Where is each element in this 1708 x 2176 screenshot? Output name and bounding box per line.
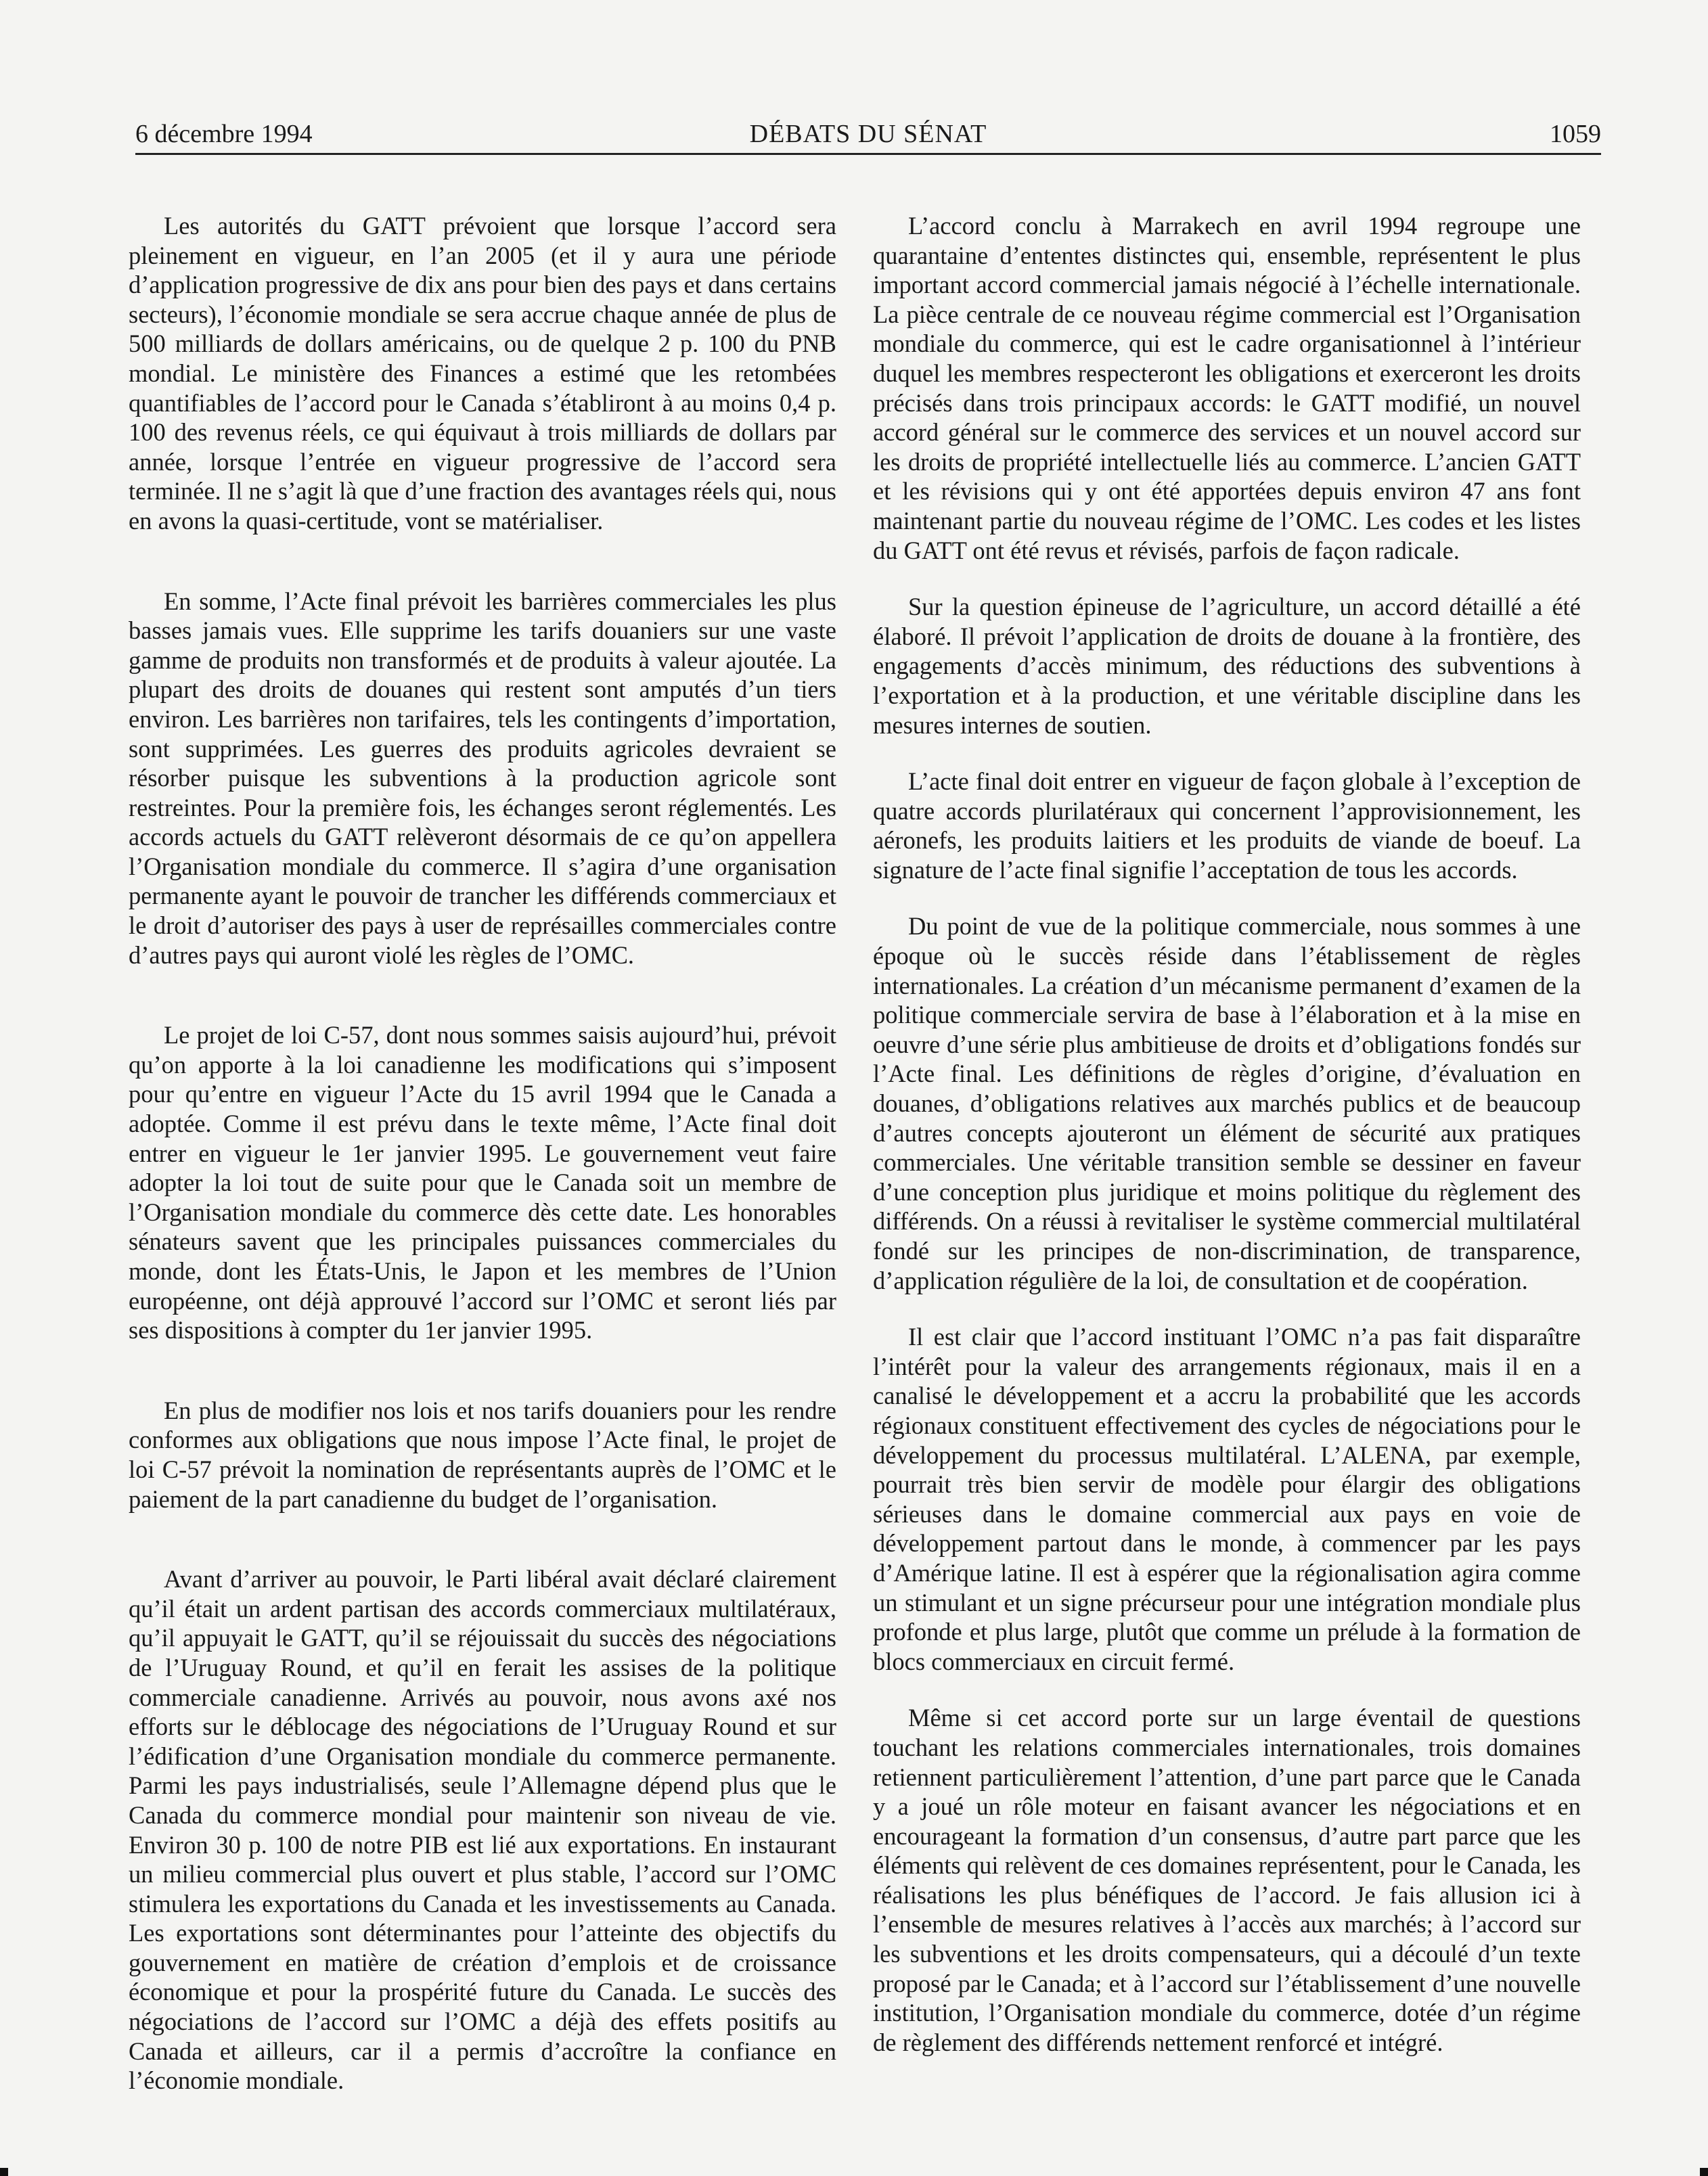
scan-marker-left [0, 2168, 8, 2176]
header-date: 6 décembre 1994 [135, 120, 313, 148]
left-column [129, 211, 836, 2095]
paragraph: Les autorités du GATT prévoient que lorsque l’accord sera pleinement en vigueur, en l’an 2005 (et il y aura une période d’application progressive de dix ans pour bien des pays et dans certains secteurs), l’économie mondiale se sera accrue chaque année de plus de 500 milliards de dollars américains, ou de quelque 2 p. 100 du PNB mondial. Le ministère des Finances a estimé que les retombées quantifiables de l’accord pour le Canada s’établiront à au moins 0,4 p. 100 des revenus réels, ce qui équivaut à trois milliards de dollars par année, lorsque l’entrée en vigueur progressive de l’accord sera terminée. Il ne s’agit là que d’une fraction des avantages réels qui, nous en avons la quasi-certitude, vont se matérialiser. [129, 212, 836, 535]
scan-marker-right [1700, 2168, 1708, 2176]
paragraph: L’acte final doit entrer en vigueur de façon globale à l’exception de quatre accords plurilatéraux qui concernent l’approvisionnement, les aéronefs, les produits laitiers et les produits de viande de boeuf. La signature de l’acte final signifie l’acceptation de tous les accords. [873, 767, 1581, 884]
paragraph: Du point de vue de la politique commerciale, nous sommes à une époque où le succès réside dans l’établissement de règles internationales. La création d’un mécanisme permanent d’examen de la politique commerciale servira de base à l’élaboration et à la mise en oeuvre d’une série plus ambitieuse de droits et d’obligations fondés sur l’Acte final. Les définitions de règles d’origine, d’évaluation en douanes, d’obligations relatives aux marchés publics et de beaucoup d’autres concepts ajouteront un élément de sécurité aux pratiques commerciales. Une véritable transition semble se dessiner en faveur d’une conception plus juridique et moins politique du règlement des différends. On a réussi à revitaliser le système commercial multilatéral fondé sur les principes de non-discrimination, de transparence, d’application régulière de la loi, de consultation et de coopération. [873, 912, 1581, 1294]
paragraph: L’accord conclu à Marrakech en avril 1994 regroupe une quarantaine d’ententes distinctes qui, ensemble, représentent le plus important accord commercial jamais négocié à l’échelle internationale. La pièce centrale de ce nouveau régime commercial est l’Organisation mondiale du commerce, qui est le cadre organisationnel à l’intérieur duquel les membres respecteront les obligations et exerceront les droits précisés dans trois principaux accords: le GATT modifié, un nouvel accord général sur le commerce des services et un nouvel accord sur les droits de propriété intellectuelle liés au commerce. L’ancien GATT et les révisions qui y ont été apportées depuis environ 47 ans font maintenant partie du nouveau régime de l’OMC. Les codes et les listes du GATT ont été revus et révisés, parfois de façon radicale. [873, 212, 1581, 564]
header-title: DÉBATS DU SÉNAT [749, 120, 987, 148]
paragraph: Le projet de loi C-57, dont nous sommes saisis aujourd’hui, prévoit qu’on apporte à la loi canadienne les modifications qui s’imposent pour qu’entre en vigueur l’Acte du 15 avril 1994 que le Canada a adoptée. Comme il est prévu dans le texte même, l’Acte final doit entrer en vigueur le 1er janvier 1995. Le gouvernement veut faire adopter la loi tout de suite pour que le Canada soit un membre de l’Organisation mondiale du commerce dès cette date. Les honorables sénateurs savent que les principales puissances commerciales du monde, dont les États-Unis, le Japon et les membres de l’Union européenne, ont déjà approuvé l’accord sur l’OMC et seront liés par ses dispositions à compter du 1er janvier 1995. [129, 1021, 836, 1344]
paragraph: Sur la question épineuse de l’agriculture, un accord détaillé a été élaboré. Il prévoit l’application de droits de douane à la frontière, des engagements d’accès minimum, des réductions des subventions à l’exportation et à la production, et une véritable discipline dans les mesures internes de soutien. [873, 593, 1581, 739]
paragraph: En somme, l’Acte final prévoit les barrières commerciales les plus basses jamais vues. Elle supprime les tarifs douaniers sur une vaste gamme de produits non transformés et de produits à valeur ajoutée. La plupart des droits de douanes qui restent sont amputés d’un tiers environ. Les barrières non tarifaires, tels les contingents d’importation, sont supprimées. Les guerres des produits agricoles devraient se résorber puisque les subventions à la production agricole sont restreintes. Pour la première fois, les échanges seront réglementés. Les accords actuels du GATT relèveront désormais de ce qu’on appellera l’Organisation mondiale du commerce. Il s’agira d’une organisation permanente ayant le pouvoir de trancher les différends commerciaux et le droit d’autoriser des pays à user de représailles commerciales contre d’autres pays qui auront violé les règles de l’OMC. [129, 587, 836, 969]
paragraph: Il est clair que l’accord instituant l’OMC n’a pas fait disparaître l’intérêt pour la valeur des arrangements régionaux, mais il en a canalisé le développement et a accru la probabilité que les accords régionaux constituent effectivement des cycles de négociations pour le développement du processus multilatéral. L’ALENA, par exemple, pourrait très bien servir de modèle pour élargir des obligations sérieuses dans le domaine commercial aux pays en voie de développement partout dans le monde, à commencer par les pays d’Amérique latine. Il est à espérer que la régionalisation agira comme un stimulant et un signe précurseur pour une intégration mondiale plus profonde et plus large, plutôt que comme un prélude à la formation de blocs commerciaux en circuit fermé. [873, 1323, 1581, 1675]
paragraph: Avant d’arriver au pouvoir, le Parti libéral avait déclaré clairement qu’il était un ardent partisan des accords commerciaux multilatéraux, qu’il appuyait le GATT, qu’il se réjouissait du succès des négociations de l’Uruguay Round, et qu’il en ferait les assises de la politique commerciale canadienne. Arrivés au pouvoir, nous avons axé nos efforts sur le déblocage des négociations de l’Uruguay Round et sur l’édification d’une Organisation mondiale du commerce permanente. Parmi les pays industrialisés, seule l’Allemagne dépend plus que le Canada du commerce mondial pour maintenir son niveau de vie. Environ 30 p. 100 de notre PIB est lié aux exportations. En instaurant un milieu commercial plus ouvert et plus stable, l’accord sur l’OMC stimulera les exportations du Canada et les investissements au Canada. Les exportations sont déterminantes pour l’atteinte des objectifs du gouvernement en matière de création d’emplois et de croissance économique et pour la prospérité future du Canada. Le succès des négociations de l’accord sur l’OMC a déjà des effets positifs au Canada et ailleurs, car il a permis d’accroître la confiance en l’économie mondiale. [129, 1565, 836, 2095]
page-header [135, 114, 1601, 155]
page-number: 1059 [1550, 120, 1601, 148]
right-column [873, 211, 1581, 2057]
paragraph: En plus de modifier nos lois et nos tarifs douaniers pour les rendre conformes aux obligations que nous impose l’Acte final, le projet de loi C-57 prévoit la nomination de représentants auprès de l’OMC et le paiement de la part canadienne du budget de l’organisation. [129, 1396, 836, 1513]
paragraph: Même si cet accord porte sur un large éventail de questions touchant les relations commerciales internationales, trois domaines retiennent particulièrement l’attention, d’une part parce que le Canada y a joué un rôle moteur en faisant avancer les négociations et en encourageant la formation d’un consensus, d’autre part parce que les éléments qui relèvent de ces domaines représentent, pour le Canada, les réalisations les plus bénéfiques de l’accord. Je fais allusion ici à l’ensemble de mesures relatives à l’accès aux marchés; à l’accord sur les subventions et les droits compensateurs, qui a découlé d’un texte proposé par le Canada; et à l’accord sur l’établissement d’une nouvelle institution, l’Organisation mondiale du commerce, dotée d’un régime de règlement des différends nettement renforcé et intégré. [873, 1704, 1581, 2056]
